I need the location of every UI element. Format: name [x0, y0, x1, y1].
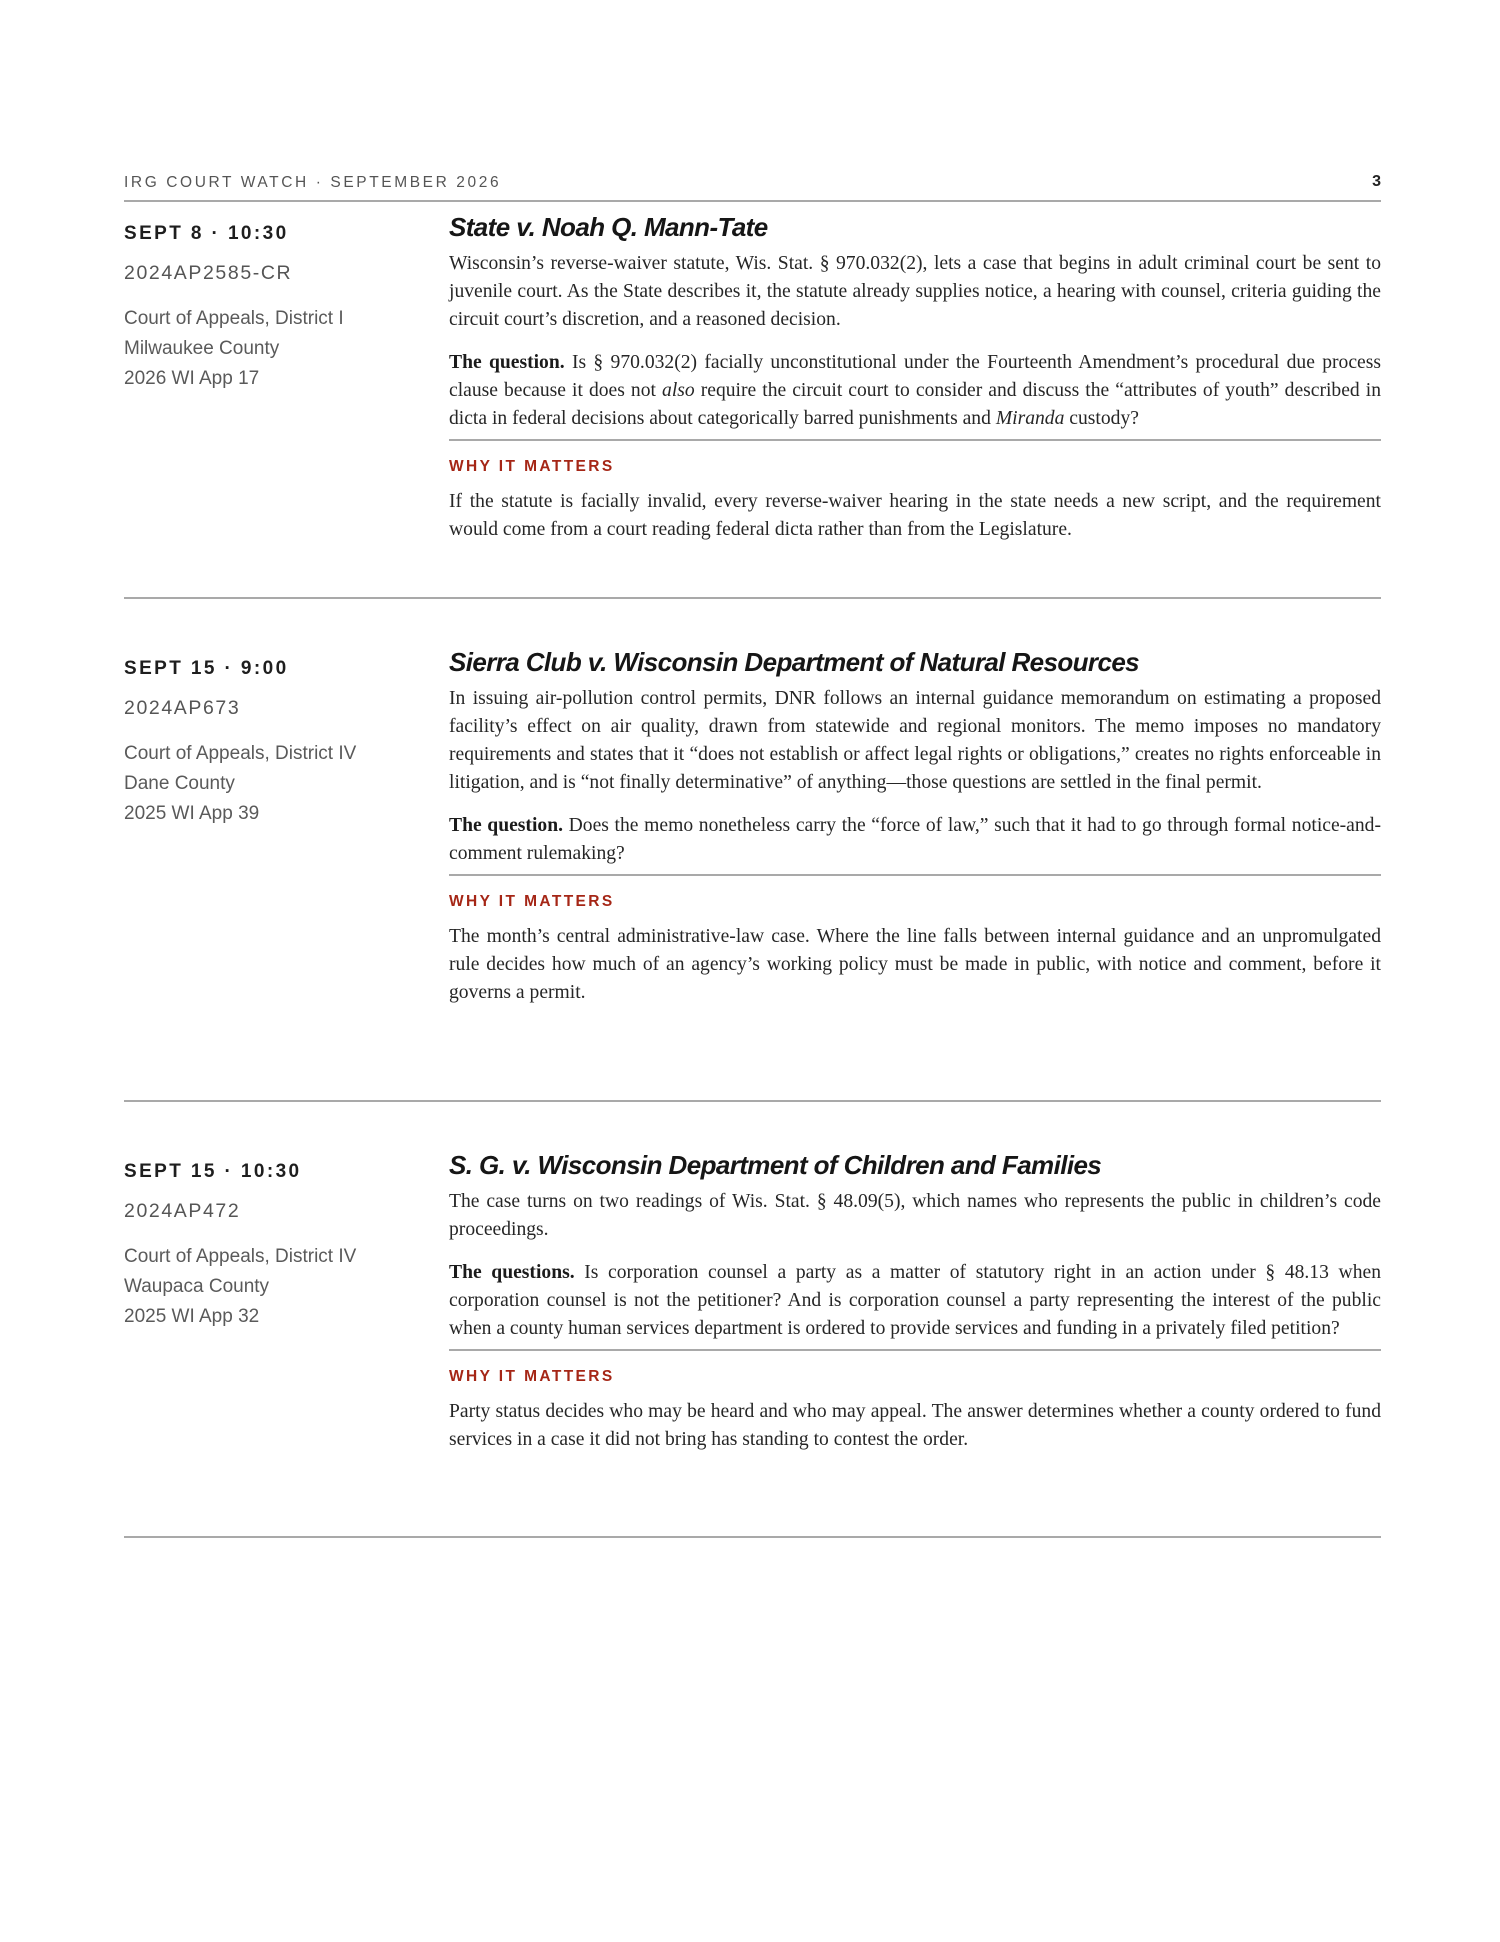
case-body — [449, 645, 1381, 1007]
case-meta — [124, 657, 424, 829]
hearing-time: SEPT 8 · 10:30 — [124, 223, 289, 244]
publication-title: IRG COURT WATCH · SEPTEMBER 2026 — [124, 174, 502, 191]
why-it-matters — [449, 439, 1381, 544]
page-number: 3 — [1372, 173, 1381, 190]
running-header — [124, 174, 1381, 202]
citation: 2026 WI App 17 — [124, 368, 260, 389]
docket-number: 2024AP673 — [124, 697, 241, 719]
why-it-matters-text: If the statute is facially invalid, every reverse-waiver hearing in the state needs a new script, and the requirement would come from a court reading federal dicta rather than from the Legislature. — [449, 491, 1381, 540]
court-name: Court of Appeals, District IV — [124, 743, 357, 764]
why-it-matters-text: The month’s central administrative-law case. Where the line falls between internal guidance and an unpromulgated rule decides how much of an agency’s working policy must be made in public, with notice and comment, before it governs a permit. — [449, 926, 1381, 1003]
case-entry-mann-tate — [124, 212, 1381, 599]
case-question: The question. Does the memo nonetheless carry the “force of law,” such that it had to go through formal notice-and-comment rulemaking? — [449, 815, 1381, 864]
question-lead: The question. — [449, 815, 563, 836]
county-name: Dane County — [124, 773, 235, 794]
case-summary: Wisconsin’s reverse-waiver statute, Wis. Stat. § 970.032(2), lets a case that begins in adult criminal court be sent to juvenile court. As the State describes it, the statute already supplies notice, a hearing with counsel, criteria guiding the circuit court’s discretion, and a reasoned decision. — [449, 253, 1381, 330]
citation: 2025 WI App 39 — [124, 803, 260, 824]
case-title: State v. Noah Q. Mann-Tate — [449, 212, 768, 242]
case-body — [449, 1148, 1381, 1454]
court-info — [124, 739, 424, 829]
why-it-matters-label: WHY IT MATTERS — [449, 893, 615, 910]
question-lead: The questions. — [449, 1262, 575, 1283]
case-entry-sg — [124, 1150, 1381, 1538]
why-it-matters-text: Party status decides who may be heard and who may appeal. The answer determines whether a county ordered to fund services in a case it did not bring has standing to contest the order. — [449, 1401, 1381, 1450]
court-info — [124, 304, 424, 394]
case-entry-sierra-club — [124, 647, 1381, 1102]
case-meta — [124, 1160, 424, 1332]
case-title: Sierra Club v. Wisconsin Department of Natural Resources — [449, 647, 1140, 677]
hearing-time: SEPT 15 · 9:00 — [124, 658, 289, 679]
county-name: Waupaca County — [124, 1276, 270, 1297]
case-summary: The case turns on two readings of Wis. Stat. § 48.09(5), which names who represents the public in children’s code proceedings. — [449, 1191, 1381, 1240]
court-name: Court of Appeals, District IV — [124, 1246, 357, 1267]
why-it-matters-label: WHY IT MATTERS — [449, 1368, 615, 1385]
case-title: S. G. v. Wisconsin Department of Children and Families — [449, 1150, 1102, 1180]
court-name: Court of Appeals, District I — [124, 308, 344, 329]
question-lead: The question. — [449, 352, 565, 373]
why-it-matters — [449, 1349, 1381, 1454]
hearing-time: SEPT 15 · 10:30 — [124, 1161, 302, 1182]
case-meta — [124, 222, 424, 394]
why-it-matters-label: WHY IT MATTERS — [449, 458, 615, 475]
court-info — [124, 1242, 424, 1332]
case-question: The question. Is § 970.032(2) facially unconstitutional under the Fourteenth Amendment’s procedural due process clause because it does not also require the circuit court to consider and discuss the “attributes of youth” described in dicta in federal decisions about categorically barred punishments and Miranda custody? — [449, 352, 1381, 429]
docket-number: 2024AP472 — [124, 1200, 241, 1222]
citation: 2025 WI App 32 — [124, 1306, 260, 1327]
case-summary: In issuing air-pollution control permits, DNR follows an internal guidance memorandum on estimating a proposed facility’s effect on air quality, drawn from statewide and regional monitors. The memo imposes no mandatory requirements and states that it “does not establish or affect legal rights or obligations,” creates no rights enforceable in litigation, and is “not finally determinative” of anything—those questions are settled in the final permit. — [449, 688, 1381, 793]
case-question: The questions. Is corporation counsel a party as a matter of statutory right in an action under § 48.13 when corporation counsel is not the petitioner? And is corporation counsel a party representing the interest of the public when a county human services department is ordered to provide services and funding in a privately filed petition? — [449, 1262, 1381, 1339]
county-name: Milwaukee County — [124, 338, 280, 359]
why-it-matters — [449, 874, 1381, 1007]
case-body — [449, 210, 1381, 544]
docket-number: 2024AP2585-CR — [124, 262, 293, 284]
